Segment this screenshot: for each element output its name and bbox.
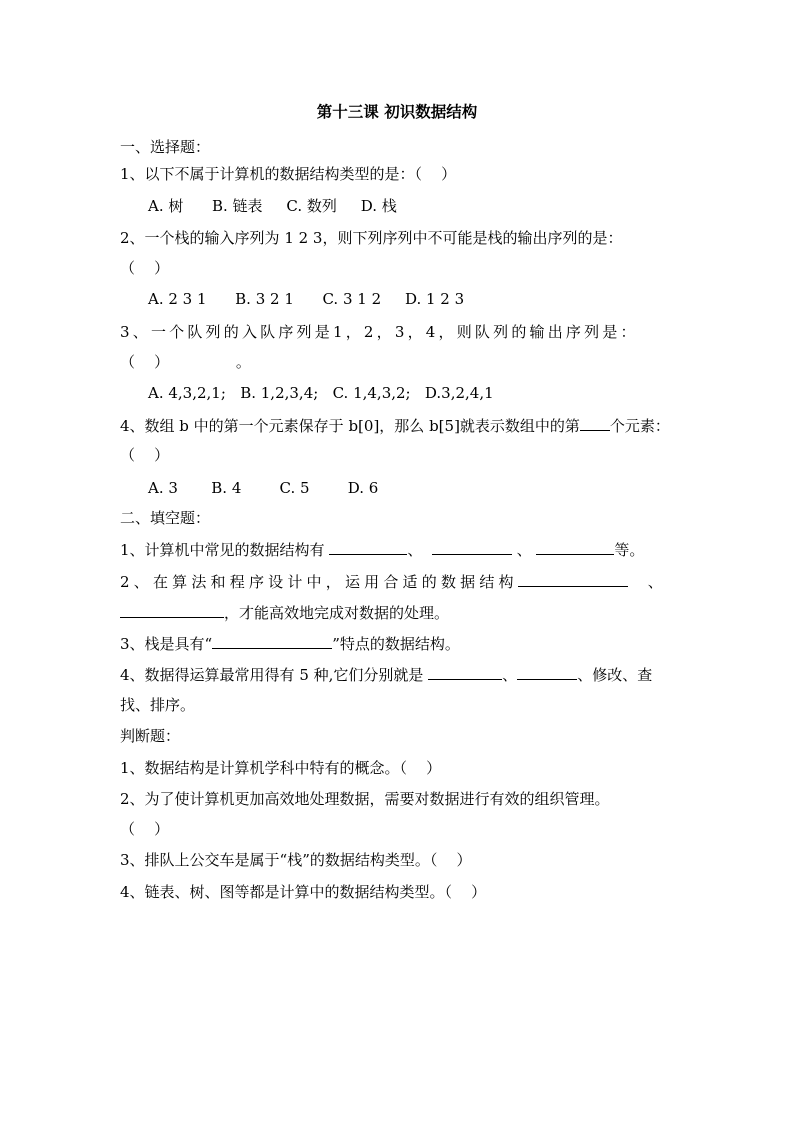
- answer-blank[interactable]: [536, 539, 614, 555]
- question-2-4-cont: 找、排序。: [120, 696, 196, 714]
- question-3-3: 3、排队上公交车是属于“栈”的数据结构类型。（ ）: [120, 851, 472, 869]
- question-1-3: 3、一个队列的入队序列是1，2，3，4，则队列的输出序列是：: [120, 323, 639, 341]
- question-1-3-options: A. 4,3,2,1; B. 1,2,3,4; C. 1,4,3,2; D.3,2,4,1: [148, 384, 494, 402]
- question-1-2-paren: （ ）: [120, 259, 170, 277]
- question-2-3-text-b: ”特点的数据结构。: [332, 635, 460, 653]
- answer-blank[interactable]: [212, 633, 332, 649]
- question-2-4-text-c: 、修改、查: [577, 666, 653, 684]
- section-heading-fill: 二、填空题：: [120, 509, 211, 527]
- page-title: 第十三课 初识数据结构: [316, 102, 478, 121]
- question-2-2-text-c: ，才能高效地完成对数据的处理。: [224, 604, 450, 622]
- answer-blank[interactable]: [517, 664, 577, 680]
- question-2-2-text-a: 2、在算法和程序设计中，运用合适的数据结构: [120, 573, 518, 591]
- question-3-4: 4、链表、树、图等都是计算中的数据结构类型。（ ）: [120, 883, 487, 901]
- question-1-2: 2、一个栈的输入序列为 1 2 3，则下列序列中不可能是栈的输出序列的是：: [120, 229, 623, 247]
- question-2-4-text-a: 4、数据得运算最常用得有 5 种,它们分别就是: [120, 666, 429, 684]
- question-2-1-text-b: 、: [407, 541, 432, 559]
- question-1-2-options: A. 2 3 1 B. 3 2 1 C. 3 1 2 D. 1 2 3: [148, 290, 465, 308]
- section-heading-choice: 一、选择题：: [120, 138, 211, 156]
- question-3-2: 2、为了使计算机更加高效地处理数据，需要对数据进行有效的组织管理。: [120, 790, 610, 808]
- section-heading-judge: 判断题：: [120, 727, 181, 745]
- question-1-4-options: A. 3 B. 4 C. 5 D. 6: [148, 479, 379, 497]
- question-2-4-text-b: 、: [502, 666, 518, 684]
- question-1-4: [120, 415, 670, 436]
- question-3-2-paren: （ ）: [120, 820, 170, 838]
- answer-blank[interactable]: [428, 664, 502, 680]
- question-2-3: [120, 633, 460, 654]
- question-1-1-options: A. 树 B. 链表 C. 数列 D. 栈: [148, 197, 397, 215]
- question-1-3-paren: （ ） 。: [120, 353, 251, 371]
- answer-blank[interactable]: [432, 539, 512, 555]
- question-1-4-paren: （ ）: [120, 446, 170, 464]
- question-2-1-text-a: 1、计算机中常见的数据结构有: [120, 541, 330, 559]
- question-2-1: [120, 539, 644, 560]
- question-2-2: [120, 571, 667, 592]
- answer-blank[interactable]: [518, 571, 628, 587]
- question-2-1-text-d: 等。: [614, 541, 645, 559]
- question-3-1: 1、数据结构是计算机学科中特有的概念。（ ）: [120, 759, 442, 777]
- answer-blank[interactable]: [329, 539, 407, 555]
- question-1-4-text-b: 个元素：: [609, 417, 670, 435]
- answer-blank[interactable]: [580, 415, 610, 431]
- answer-blank[interactable]: [120, 602, 224, 618]
- question-1-1: 1、以下不属于计算机的数据结构类型的是：（ ）: [120, 165, 457, 183]
- question-2-2-text-b: 、: [647, 573, 667, 591]
- question-1-4-text-a: 4、数组 b 中的第一个元素保存于 b[0]，那么 b[5]就表示数组中的第: [120, 417, 580, 435]
- question-2-3-text-a: 3、栈是具有“: [120, 635, 213, 653]
- question-2-4: [120, 664, 652, 685]
- question-2-1-text-c: 、: [511, 541, 537, 559]
- question-2-2-cont: [120, 602, 449, 623]
